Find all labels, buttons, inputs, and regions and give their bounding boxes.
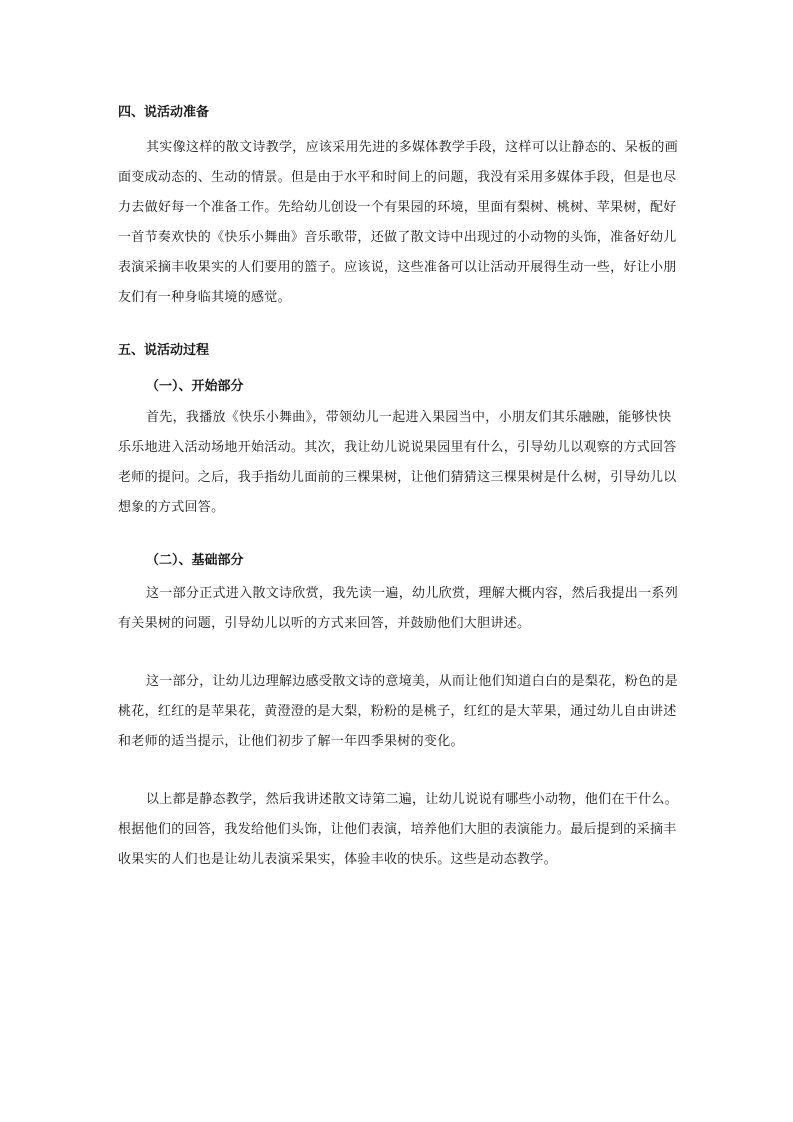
paragraph-basic-1 [118,579,680,639]
text-line: 表演采摘丰收果实的人们要用的篮子。应该说，这些准备可以让活动开展得生动一些，好让小朋 [118,260,677,275]
text-line: 面变成动态的、生动的情景。但是由于水平和时间上的问题，我没有采用多媒体手段，但是也尽 [118,170,677,185]
text-line: 乐乐地进入活动场地开始活动。其次，我让幼儿说说果园里有什么，引导幼儿以观察的方式回答 [118,440,677,455]
text-line: 有关果树的问题，引导幼儿以听的方式来回答，并鼓励他们大胆讲述。 [118,616,531,631]
text-line: 首先，我播放《快乐小舞曲》，带领幼儿一起进入果园当中，小朋友们其乐融融，能够快快 [146,410,672,425]
text-line: 这一部分正式进入散文诗欣赏，我先读一遍，幼儿欣赏，理解大概内容，然后我提出一系列 [146,586,679,601]
text-line: 老师的提问。之后，我手指幼儿面前的三棵果树，让他们猜猜这三棵果树是什么树，引导幼儿以 [118,470,677,485]
text-line: 一首节奏欢快的《快乐小舞曲》音乐歌带，还做了散文诗中出现过的小动物的头饰，准备好幼儿 [118,230,677,245]
text-line: 收果实的人们也是让幼儿表演采果实，体验丰收的快乐。这些是动态教学。 [118,852,557,867]
subsection-heading-opening: （一）、开始部分 [146,379,244,394]
paragraph-basic-3 [118,785,680,875]
text-line: 以上都是静态教学，然后我讲述散文诗第二遍，让幼儿说说有哪些小动物，他们在干什么。 [146,792,679,807]
text-line: 想象的方式回答。 [118,500,225,515]
paragraph-preparation [118,133,680,313]
text-line: 力去做好每一个准备工作。先给幼儿创设一个有果园的环境，里面有梨树、桃树、苹果树，配好 [118,200,677,215]
subsection-heading-basic: （二）、基础部分 [146,553,244,568]
paragraph-opening [118,403,680,523]
paragraph-basic-2 [118,667,680,757]
text-line: 其实像这样的散文诗教学，应该采用先进的多媒体教学手段，这样可以让静态的、呆板的画 [146,140,679,155]
document-body [118,103,680,875]
section-heading-activity-preparation: 四、说活动准备 [118,105,210,120]
text-line: 根据他们的回答，我发给他们头饰，让他们表演，培养他们大胆的表演能力。最后提到的采摘丰 [118,822,677,837]
text-line: 友们有一种身临其境的感觉。 [118,290,291,305]
text-line: 和老师的适当提示，让他们初步了解一年四季果树的变化。 [118,734,464,749]
text-line: 桃花，红红的是苹果花，黄澄澄的是大梨，粉粉的是桃子，红红的是大苹果，通过幼儿自由讲述 [118,704,677,719]
section-heading-activity-process: 五、说活动过程 [118,343,210,358]
text-line: 这一部分，让幼儿边理解边感受散文诗的意境美，从而让他们知道白白的是梨花，粉色的是 [146,674,679,689]
